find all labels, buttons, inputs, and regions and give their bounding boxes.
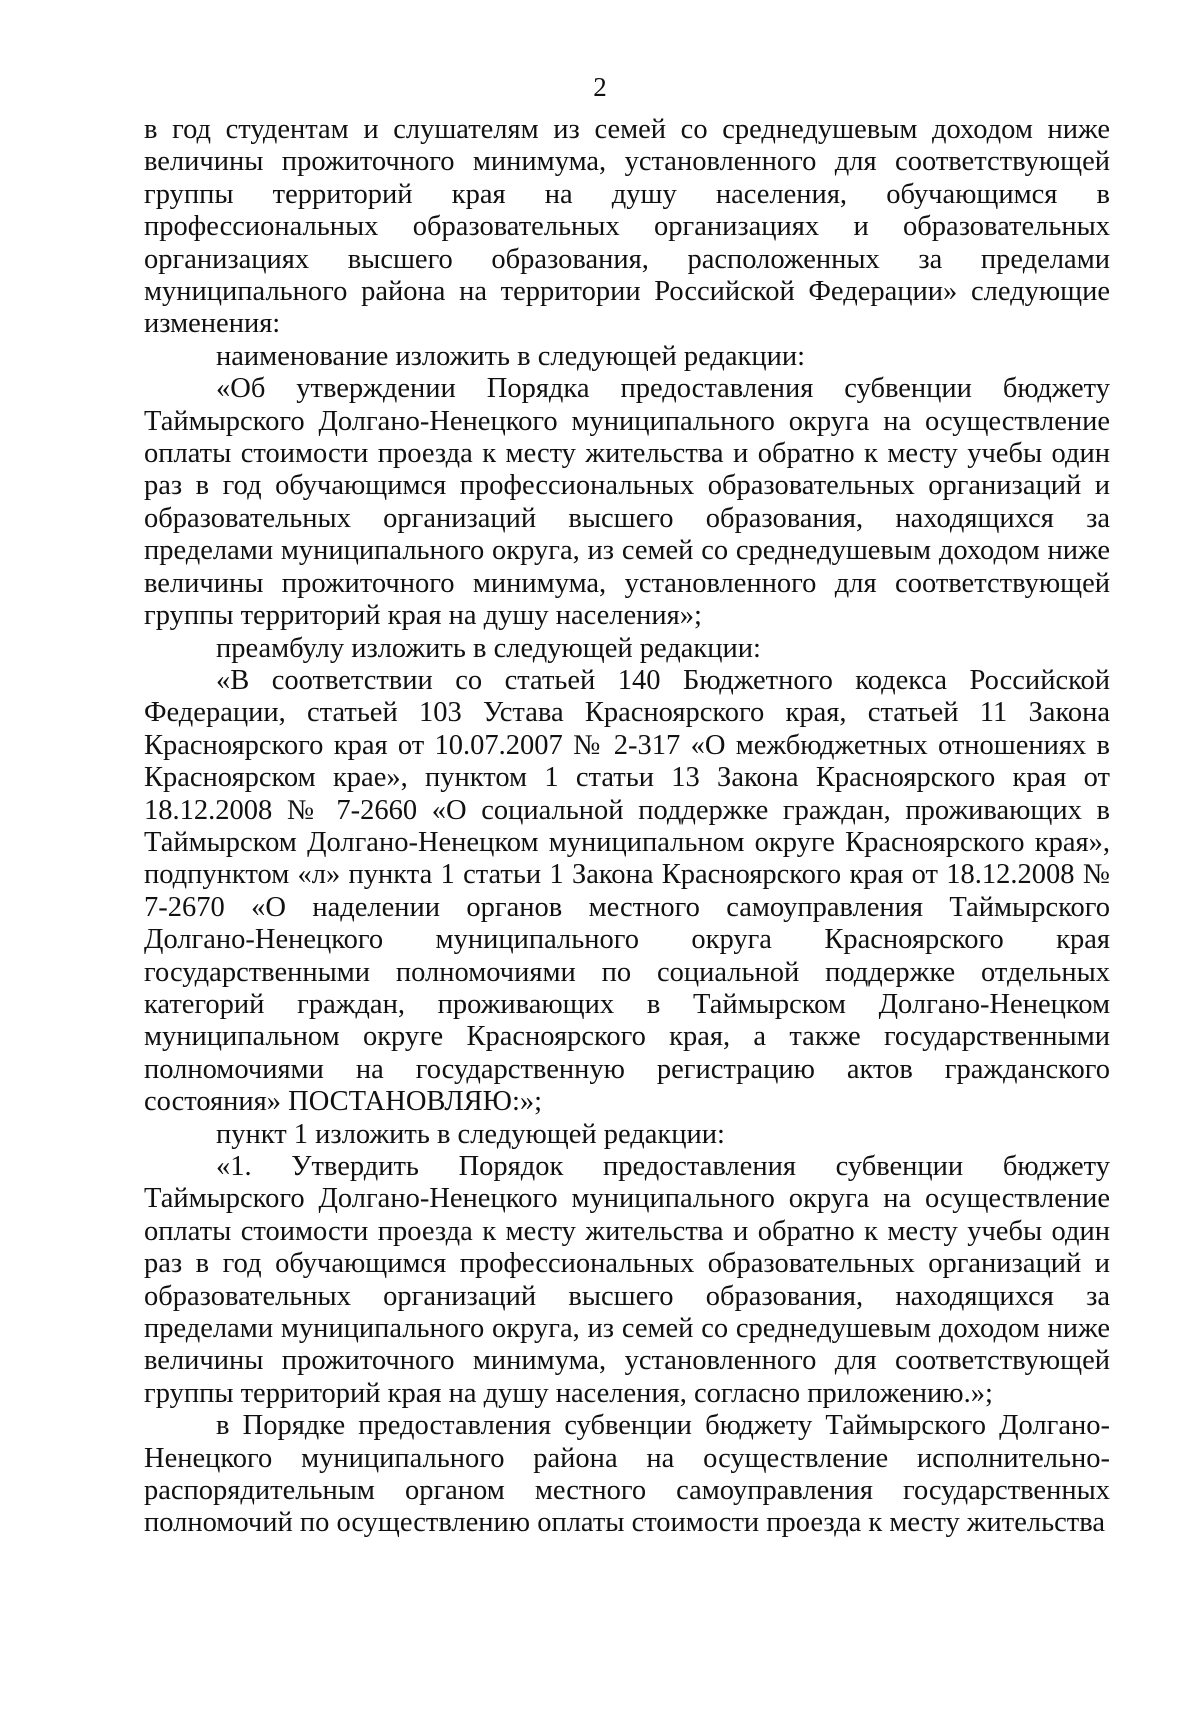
paragraph-continuation: в год студентам и слушателям из семей со среднедушевым доходом ниже величины прожиточного минимума, установленного для соответствующей группы территорий края на душу населения, обучающимся в профессиональных образовательных организациях и образовательных организациях высшего образования, расположенных за пределами муниципального района на территории Российской Федерации» следующие изменения: bbox=[144, 114, 1110, 340]
document-body bbox=[144, 114, 1110, 1540]
page-number: 2 bbox=[593, 72, 607, 102]
paragraph-title-instruction: наименование изложить в следующей редакции: bbox=[216, 340, 806, 372]
paragraph-new-title: «Об утверждении Порядка предоставления субвенции бюджету Таймырского Долгано-Ненецкого муниципального округа на осуществление оплаты стоимости проезда к месту жительства и обратно к месту учебы один раз в год обучающимся профессиональных образовательных организаций и образовательных организаций высшего образования, находящихся за пределами муниципального округа, из семей со среднедушевым доходом ниже величины прожиточного минимума, установленного для соответствующей группы территорий края на душу населения»; bbox=[144, 373, 1110, 632]
paragraph-preamble-instruction: преамбулу изложить в следующей редакции: bbox=[216, 632, 761, 664]
paragraph-new-preamble: «В соответствии со статьей 140 Бюджетного кодекса Российской Федерации, статьей 103 Устава Красноярского края, статьей 11 Закона Красноярского края от 10.07.2007 № 2-317 «О межбюджетных отношениях в Красноярском крае», пунктом 1 статьи 13 Закона Красноярского края от 18.12.2008 № 7-2660 «О социальной поддержке граждан, проживающих в Таймырском Долгано-Ненецком муниципальном округе Красноярского края», подпунктом «л» пункта 1 статьи 1 Закона Красноярского края от 18.12.2008 № 7-2670 «О наделении органов местного самоуправления Таймырского Долгано-Ненецкого муниципального округа Красноярского края государственными полномочиями по социальной поддержке отдельных категорий граждан, проживающих в Таймырском Долгано-Ненецком муниципальном округе Красноярского края, а также государственными полномочиями на государственную регистрацию актов гражданского состояния» ПОСТАНОВЛЯЮ:»; bbox=[144, 664, 1110, 1118]
paragraph-new-point1: «1. Утвердить Порядок предоставления субвенции бюджету Таймырского Долгано-Ненецкого муниципального округа на осуществление оплаты стоимости проезда к месту жительства и обратно к месту учебы один раз в год обучающимся профессиональных образовательных организаций и образовательных организаций высшего образования, находящихся за пределами муниципального округа, из семей со среднедушевым доходом ниже величины прожиточного минимума, установленного для соответствующей группы территорий края на душу населения, согласно приложению.»; bbox=[144, 1151, 1110, 1409]
paragraph-order-amendment: в Порядке предоставления субвенции бюджету Таймырского Долгано-Ненецкого муниципального района на осуществление исполнительно-распорядительным органом местного самоуправления государственных полномочий по осуществлению оплаты стоимости проезда к месту жительства bbox=[144, 1410, 1110, 1539]
paragraph-point1-instruction: пункт 1 изложить в следующей редакции: bbox=[216, 1118, 725, 1150]
